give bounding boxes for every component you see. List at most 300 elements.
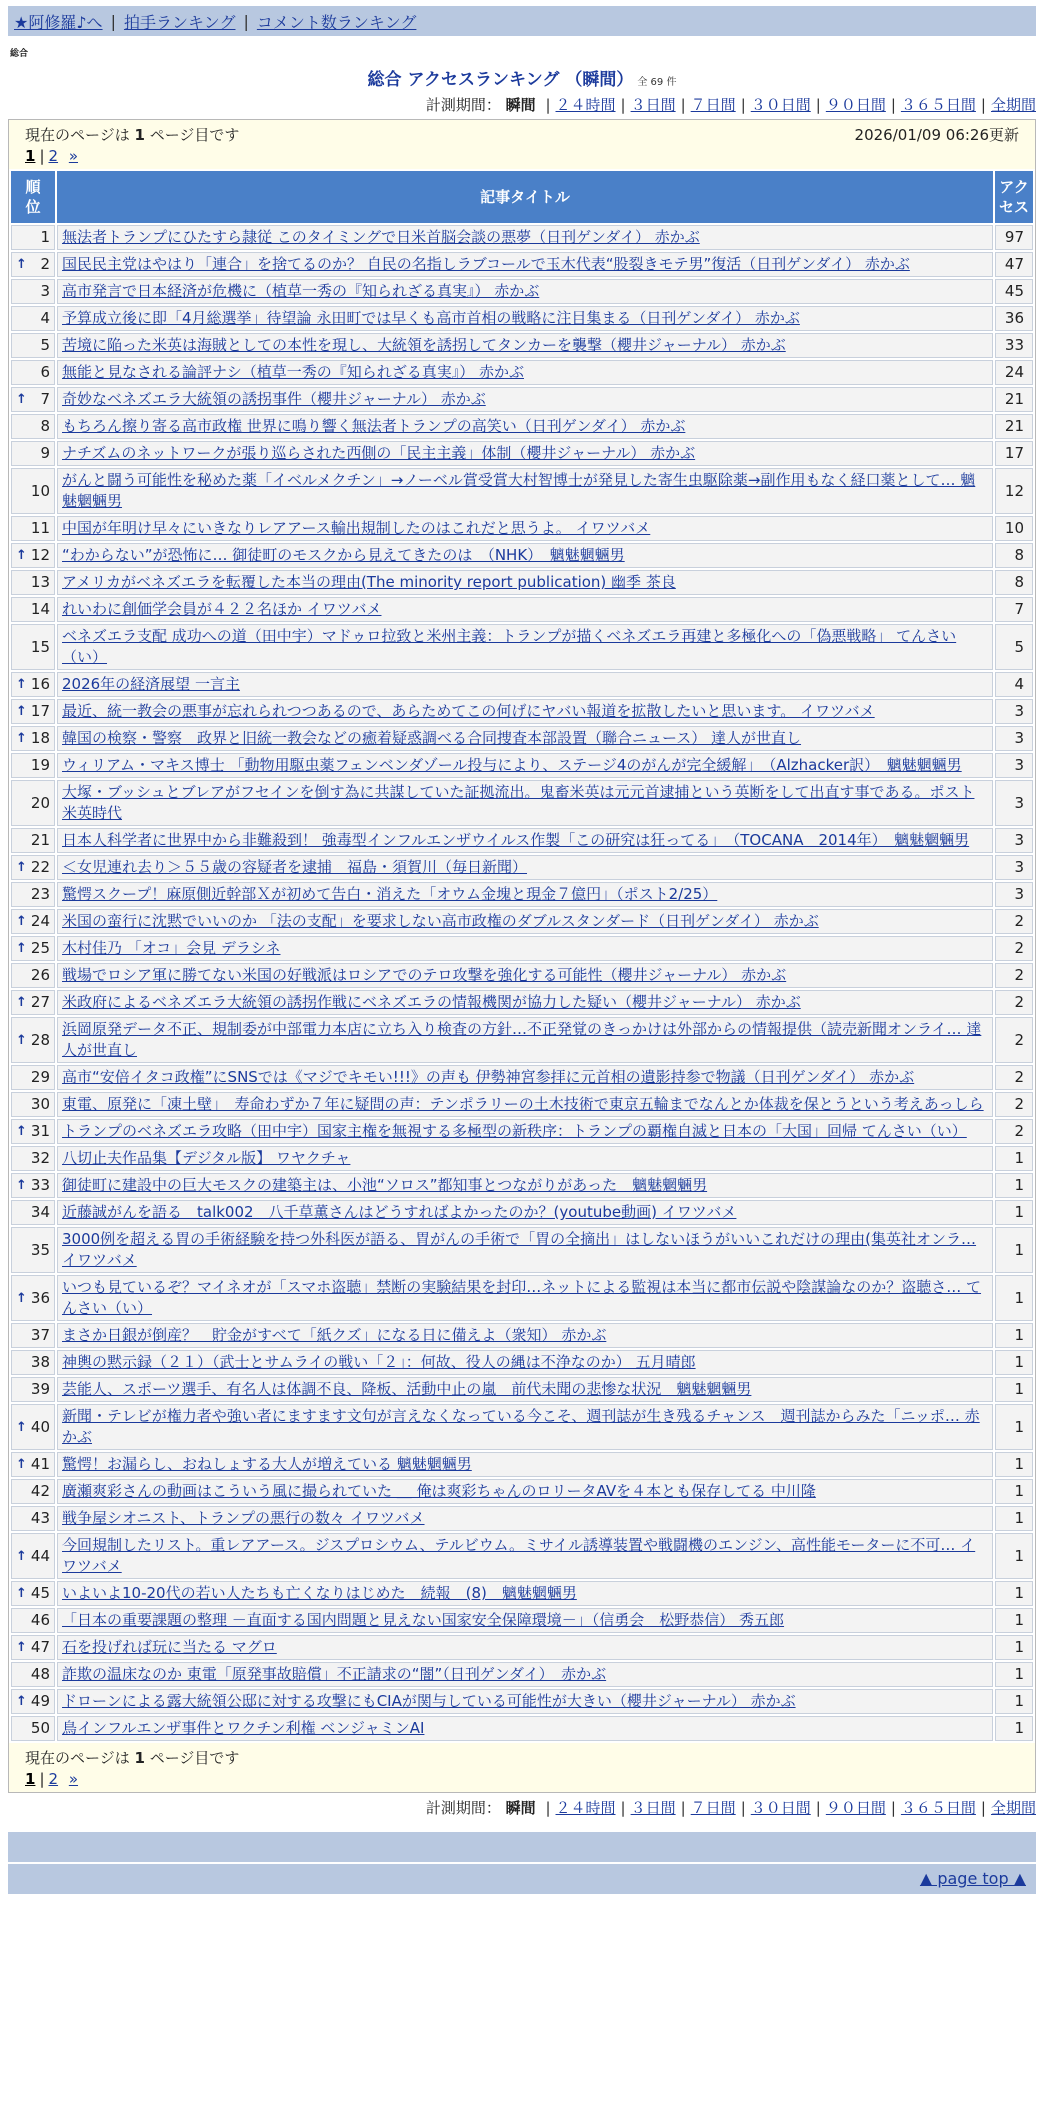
- page-title: 総合 アクセスランキング （瞬間）: [367, 70, 634, 90]
- table-row: [11, 1662, 1033, 1687]
- access-count: 3: [995, 699, 1033, 724]
- page-1-link[interactable]: 1: [25, 147, 36, 165]
- home-link[interactable]: ★阿修羅♪へ: [14, 12, 103, 32]
- article-title-link[interactable]: 国民民主党はやはり「連合」を捨てるのか？ 自民の名指しラブコールで玉木代表“股裂きモテ男”復活（日刊ゲンダイ） 赤かぶ: [62, 255, 910, 273]
- rank-cell: [11, 441, 55, 466]
- table-row: [11, 1200, 1033, 1225]
- rank-cell: [11, 468, 55, 514]
- current-page-text: 現在のページは 1 ページ目です: [25, 1749, 240, 1767]
- article-title-link[interactable]: ナチズムのネットワークが張り巡らされた西側の「民主主義」体制（櫻井ジャーナル） 赤かぶ: [62, 444, 696, 462]
- table-row: [11, 414, 1033, 439]
- rank-number: 29: [30, 1068, 50, 1086]
- article-title-link[interactable]: 大塚・ブッシュとブレアがフセインを倒す為に共謀していた証拠流出。鬼畜米英は元元首逮捕という英断をして出直す事である。ポスト米英時代: [62, 783, 975, 822]
- top-nav-bar: [8, 6, 1036, 36]
- title-cell: [57, 699, 993, 724]
- rank-up-arrow-icon: ↑: [16, 1457, 27, 1472]
- rank-number: 18: [30, 729, 50, 747]
- access-count: 17: [995, 441, 1033, 466]
- rank-cell: [11, 882, 55, 907]
- period-label: 計測期間：: [425, 96, 501, 114]
- access-count: 8: [995, 543, 1033, 568]
- table-row: [11, 597, 1033, 622]
- article-title-link[interactable]: 高市発言で日本経済が危機に（植草一秀の『知られざる真実』） 赤かぶ: [62, 282, 540, 300]
- access-count: 1: [995, 1350, 1033, 1375]
- article-title-link[interactable]: 御徒町に建設中の巨大モスクの建築主は、小池“ソロス”都知事とつながりがあった 魑魅魍魎男: [62, 1176, 708, 1194]
- comment-ranking-link[interactable]: コメント数ランキング: [256, 12, 417, 32]
- table-row: [11, 543, 1033, 568]
- total-count: 全 69 件: [637, 77, 677, 88]
- title-cell: [57, 1533, 993, 1579]
- rank-cell: [11, 753, 55, 778]
- rank-cell: [11, 1479, 55, 1504]
- page-2-link[interactable]: 2: [48, 147, 59, 165]
- article-title-link[interactable]: もちろん擦り寄る高市政権 世界に鳴り響く無法者トランプの高笑い（日刊ゲンダイ） 赤かぶ: [62, 417, 686, 435]
- title-cell: [57, 882, 993, 907]
- article-title-link[interactable]: 石を投げれば玩に当たる マグロ: [62, 1638, 277, 1656]
- rank-cell: [11, 597, 55, 622]
- article-title-link[interactable]: 3000例を超える胃の手術経験を持つ外科医が語る、胃がんの手術で「胃の全摘出」はしないほうがいいこれだけの理由(集英社オンラ… イワツバメ: [62, 1230, 977, 1269]
- table-row: [11, 1608, 1033, 1633]
- page-2-link[interactable]: 2: [48, 1770, 59, 1788]
- period-separator: |: [890, 96, 896, 114]
- table-row: [11, 1017, 1033, 1063]
- title-cell: [57, 414, 993, 439]
- title-cell: [57, 468, 993, 514]
- period-link[interactable]: ９０日間: [825, 1799, 886, 1817]
- title-cell: [57, 1350, 993, 1375]
- title-cell: [57, 828, 993, 853]
- table-row: [11, 1716, 1033, 1741]
- rank-number: 44: [30, 1546, 50, 1565]
- table-row: [11, 753, 1033, 778]
- table-row: [11, 1275, 1033, 1321]
- article-title-link[interactable]: 米国の蛮行に沈黙でいいのか 「法の支配」を要求しない高市政権のダブルスタンダード（日刊ゲンダイ） 赤かぶ: [62, 912, 819, 930]
- article-title-link[interactable]: 近藤誠がんを語る talk002 八千草薫さんはどうすればよかったのか？(youtube動画) イワツバメ: [62, 1203, 737, 1221]
- rank-cell: [11, 414, 55, 439]
- title-cell: [57, 1065, 993, 1090]
- access-count: 1: [995, 1533, 1033, 1579]
- rank-cell: [11, 1350, 55, 1375]
- title-cell: [57, 279, 993, 304]
- col-header-title: 記事タイトル: [57, 171, 993, 223]
- article-title-link[interactable]: 日本人科学者に世界中から非難殺到！ 強毒型インフルエンザウイルス作製「この研究は狂ってる」 （TOCANA 2014年） 魑魅魍魎男: [62, 831, 970, 849]
- title-cell: [57, 1716, 993, 1741]
- title-cell: [57, 1662, 993, 1687]
- title-cell: [57, 1227, 993, 1273]
- title-cell: [57, 1689, 993, 1714]
- access-count: 2: [995, 909, 1033, 934]
- rank-number: 32: [30, 1149, 50, 1167]
- article-title-link[interactable]: 神輿の黙示録（２１）（武士とサムライの戦い「２」：何故、役人の縄は不浄なのか） 五月晴郎: [62, 1353, 696, 1371]
- table-row: [11, 672, 1033, 697]
- page-1-link[interactable]: 1: [25, 1770, 36, 1788]
- table-row: [11, 1452, 1033, 1477]
- article-title-link[interactable]: 芸能人、スポーツ選手、有名人は体調不良、降板、活動中止の嵐 前代未聞の悲惨な状況 魑魅魍魎男: [62, 1380, 752, 1398]
- article-title-link[interactable]: 八切止夫作品集【デジタル版】 ワヤクチャ: [62, 1149, 351, 1167]
- article-title-link[interactable]: 詐欺の温床なのか 東電「原発事故賠償」不正請求の“闇”（日刊ゲンダイ） 赤かぶ: [62, 1665, 607, 1683]
- rank-number: 45: [30, 1584, 50, 1602]
- access-count: 8: [995, 570, 1033, 595]
- rank-cell: [11, 1662, 55, 1687]
- rank-up-arrow-icon: ↑: [16, 731, 27, 746]
- period-link[interactable]: ３６５日間: [900, 96, 976, 114]
- rank-number: 28: [30, 1030, 50, 1049]
- article-title-link[interactable]: 予算成立後に即「4月総選挙」待望論 永田町では早くも高市首相の戦略に注目集まる（日刊ゲンダイ） 赤かぶ: [62, 309, 800, 327]
- rank-cell: [11, 1608, 55, 1633]
- table-row: [11, 1173, 1033, 1198]
- access-count: 3: [995, 855, 1033, 880]
- table-row: [11, 387, 1033, 412]
- title-cell: [57, 1275, 993, 1321]
- rank-up-arrow-icon: ↑: [16, 1419, 27, 1435]
- table-row: [11, 333, 1033, 358]
- footer-bar: [8, 1832, 1036, 1862]
- table-row: [11, 990, 1033, 1015]
- rank-number: 15: [30, 637, 50, 656]
- rank-cell: [11, 828, 55, 853]
- col-header-access: アクセス: [995, 171, 1033, 223]
- rank-number: 43: [30, 1509, 50, 1527]
- table-row: [11, 468, 1033, 514]
- table-row: [11, 516, 1033, 541]
- period-link[interactable]: ７日間: [690, 96, 736, 114]
- table-row: [11, 1581, 1033, 1606]
- table-row: [11, 1506, 1033, 1531]
- col-header-rank: 順位: [11, 171, 55, 223]
- period-link[interactable]: 全期間: [990, 96, 1036, 114]
- period-link[interactable]: ３日間: [630, 1799, 676, 1817]
- rank-up-arrow-icon: ↑: [16, 1290, 27, 1306]
- title-cell: [57, 1581, 993, 1606]
- table-row: [11, 780, 1033, 826]
- period-link[interactable]: ７日間: [690, 1799, 736, 1817]
- table-header-row: [11, 171, 1033, 223]
- rank-number: 34: [30, 1203, 50, 1221]
- article-title-link[interactable]: 無法者トランプにひたすら隷従 このタイミングで日米首脳会談の悪夢（日刊ゲンダイ） 赤かぶ: [62, 228, 700, 246]
- article-title-link[interactable]: がんと闘う可能性を秘めた薬「イベルメクチン」→ノーベル賞受賞大村智博士が発見した寄生虫駆除薬→副作用もなく経口薬として… 魑魅魍魎男: [62, 471, 976, 510]
- title-cell: [57, 672, 993, 697]
- access-count: 3: [995, 828, 1033, 853]
- article-title-link[interactable]: ウィリアム・マキス博士 「動物用駆虫薬フェンベンダゾール投与により、ステージ4のがんが完全緩解」 （Alzhacker訳） 魑魅魍魎男: [62, 756, 962, 774]
- article-title-link[interactable]: いよいよ10-20代の若い人たちも亡くなりはじめた 続報 (8) 魑魅魍魎男: [62, 1584, 577, 1602]
- article-title-link[interactable]: 新聞・テレビが権力者や強い者にますます文句が言えなくなっている今こそ、週刊誌が生き残るチャンス 週刊誌からみた「ニッポ… 赤かぶ: [62, 1407, 980, 1446]
- table-row: [11, 855, 1033, 880]
- rank-up-arrow-icon: ↑: [16, 995, 27, 1010]
- period-links: [540, 96, 1036, 114]
- period-separator: |: [620, 1799, 626, 1817]
- rank-number: 5: [40, 336, 50, 354]
- access-count: 12: [995, 468, 1033, 514]
- rank-number: 31: [30, 1122, 50, 1140]
- rank-up-arrow-icon: ↑: [16, 1032, 27, 1048]
- article-title-link[interactable]: トランプのベネズエラ攻略（田中宇）国家主権を無視する多極型の新秩序：トランプの覇権自滅と日本の「大国」回帰 てんさい（い）: [62, 1122, 967, 1140]
- rank-number: 10: [30, 481, 50, 500]
- article-title-link[interactable]: いつも見ているぞ？マイネオが「スマホ盗聴」禁断の実験結果を封印…ネットによる監視は本当に都市伝説や陰謀論なのか？盗聴さ… てんさい（い）: [62, 1278, 982, 1317]
- rank-number: 40: [30, 1417, 50, 1436]
- nav-separator: |: [243, 11, 249, 31]
- rank-cell: [11, 1146, 55, 1171]
- access-count: 1: [995, 1227, 1033, 1273]
- rank-cell: [11, 1119, 55, 1144]
- rank-cell: [11, 780, 55, 826]
- title-cell: [57, 1017, 993, 1063]
- period-link[interactable]: ９０日間: [825, 96, 886, 114]
- access-count: 21: [995, 387, 1033, 412]
- rank-number: 19: [30, 756, 50, 774]
- rank-number: 8: [40, 417, 50, 435]
- access-count: 1: [995, 1452, 1033, 1477]
- rank-cell: [11, 306, 55, 331]
- pager-bottom: [9, 1743, 1035, 1792]
- period-separator: |: [980, 1799, 986, 1817]
- title-cell: [57, 333, 993, 358]
- access-count: 1: [995, 1581, 1033, 1606]
- table-row: [11, 279, 1033, 304]
- table-row: [11, 1533, 1033, 1579]
- rank-up-arrow-icon: ↑: [16, 860, 27, 875]
- period-link[interactable]: ３６５日間: [900, 1799, 976, 1817]
- rank-cell: [11, 360, 55, 385]
- table-row: [11, 1323, 1033, 1348]
- access-count: 1: [995, 1404, 1033, 1450]
- access-count: 1: [995, 1275, 1033, 1321]
- rank-number: 4: [40, 309, 50, 327]
- article-title-link[interactable]: 戦場でロシア軍に勝てない米国の好戦派はロシアでのテロ攻撃を強化する可能性（櫻井ジャーナル） 赤かぶ: [62, 966, 787, 984]
- rank-number: 22: [30, 858, 50, 876]
- period-separator: |: [815, 1799, 821, 1817]
- rank-cell: [11, 909, 55, 934]
- title-cell: [57, 1608, 993, 1633]
- rank-cell: [11, 1689, 55, 1714]
- next-page-link[interactable]: »: [68, 147, 79, 165]
- rank-up-arrow-icon: ↑: [16, 1124, 27, 1139]
- rank-up-arrow-icon: ↑: [16, 1586, 27, 1601]
- rank-number: 48: [30, 1665, 50, 1683]
- article-title-link[interactable]: 木村佳乃 「オコ」会見 デラシネ: [62, 939, 281, 957]
- rank-number: 36: [30, 1288, 50, 1307]
- rank-number: 6: [40, 363, 50, 381]
- access-count: 1: [995, 1200, 1033, 1225]
- table-row: [11, 1404, 1033, 1450]
- rank-up-arrow-icon: ↑: [16, 704, 27, 719]
- title-cell: [57, 855, 993, 880]
- access-count: 3: [995, 753, 1033, 778]
- access-count: 2: [995, 1119, 1033, 1144]
- article-title-link[interactable]: 無能と見なされる論評ナシ（植草一秀の『知られざる真実』） 赤かぶ: [62, 363, 524, 381]
- article-title-link[interactable]: “わからない”が恐怖に… 御徒町のモスクから見えてきたのは （NHK） 魑魅魍魎男: [62, 546, 625, 564]
- title-cell: [57, 1404, 993, 1450]
- rank-cell: [11, 1452, 55, 1477]
- rank-up-arrow-icon: ↑: [16, 941, 27, 956]
- page-top-link[interactable]: ▲ page top ▲: [919, 1869, 1026, 1888]
- access-count: 36: [995, 306, 1033, 331]
- article-title-link[interactable]: 韓国の検察・警察 政界と旧統一教会などの癒着疑惑調べる合同捜査本部設置（聯合ニュース） 達人が世直し: [62, 729, 802, 747]
- rank-up-arrow-icon: ↑: [16, 548, 27, 563]
- table-row: [11, 1119, 1033, 1144]
- rank-cell: [11, 1227, 55, 1273]
- table-row: [11, 882, 1033, 907]
- rank-number: 33: [30, 1176, 50, 1194]
- title-cell: [57, 1092, 993, 1117]
- title-cell: [57, 387, 993, 412]
- rank-cell: [11, 516, 55, 541]
- period-current: 瞬間: [505, 1799, 536, 1817]
- access-count: 1: [995, 1608, 1033, 1633]
- access-count: 10: [995, 516, 1033, 541]
- access-count: 1: [995, 1689, 1033, 1714]
- title-cell: [57, 570, 993, 595]
- title-cell: [57, 990, 993, 1015]
- rank-cell: [11, 279, 55, 304]
- table-row: [11, 570, 1033, 595]
- table-row: [11, 1377, 1033, 1402]
- rank-number: 27: [30, 993, 50, 1011]
- article-title-link[interactable]: れいわに創価学会員が４２２名ほか イワツバメ: [62, 600, 382, 618]
- title-cell: [57, 1146, 993, 1171]
- article-title-link[interactable]: 苦境に陥った米英は海賊としての本性を現し、大統領を誘拐してタンカーを襲撃（櫻井ジャーナル） 赤かぶ: [62, 336, 786, 354]
- rank-cell: [11, 1377, 55, 1402]
- access-count: 1: [995, 1635, 1033, 1660]
- title-cell: [57, 1173, 993, 1198]
- access-count: 24: [995, 360, 1033, 385]
- period-separator: |: [545, 1799, 551, 1817]
- title-cell: [57, 1452, 993, 1477]
- access-count: 33: [995, 333, 1033, 358]
- table-row: [11, 624, 1033, 670]
- rank-number: 14: [30, 600, 50, 618]
- page-top-bar: [8, 1864, 1036, 1894]
- article-title-link[interactable]: 驚愕！お漏らし、おねしょする大人が増えている 魑魅魍魎男: [62, 1455, 472, 1473]
- rank-number: 17: [30, 702, 50, 720]
- article-title-link[interactable]: 戦争屋シオニスト、トランプの悪行の数々 イワツバメ: [62, 1509, 425, 1527]
- rank-number: 38: [30, 1353, 50, 1371]
- article-title-link[interactable]: 米政府によるベネズエラ大統領の誘拐作戦にベネズエラの情報機関が協力した疑い（櫻井ジャーナル） 赤かぶ: [62, 993, 801, 1011]
- table-row: [11, 225, 1033, 250]
- current-page-text: 現在のページは 1 ページ目です: [25, 126, 240, 144]
- table-row: [11, 963, 1033, 988]
- rank-number: 25: [30, 939, 50, 957]
- period-link[interactable]: ３日間: [630, 96, 676, 114]
- access-count: 47: [995, 252, 1033, 277]
- applause-ranking-link[interactable]: 拍手ランキング: [123, 12, 236, 32]
- rank-up-arrow-icon: ↑: [16, 1640, 27, 1655]
- article-title-link[interactable]: 驚愕スクープ！麻原側近幹部Ｘが初めて告白・消えた「オウム金塊と現金７億円」（ポスト2/25）: [62, 885, 718, 903]
- table-row: [11, 699, 1033, 724]
- rank-cell: [11, 1200, 55, 1225]
- article-title-link[interactable]: 高市“安倍イタコ政権”にSNSでは《マジでキモい!!!》の声も 伊勢神宮参拝に元首相の遺影持参で物議（日刊ゲンダイ） 赤かぶ: [62, 1068, 915, 1086]
- rank-up-arrow-icon: ↑: [16, 1548, 27, 1564]
- article-title-link[interactable]: 「日本の重要課題の整理 －直面する国内問題と見えない国家安全保障環境－」（信勇会 松野恭信） 秀五郎: [62, 1611, 785, 1629]
- title-cell: [57, 597, 993, 622]
- period-link[interactable]: ２４時間: [555, 1799, 616, 1817]
- table-row: [11, 1146, 1033, 1171]
- table-row: [11, 1689, 1033, 1714]
- article-title-link[interactable]: 浜岡原発データ不正、規制委が中部電力本店に立ち入り検査の方針…不正発覚のきっかけは外部からの情報提供（読売新聞オンライ… 達人が世直し: [62, 1020, 982, 1059]
- article-title-link[interactable]: ドローンによる露大統領公邸に対する攻撃にもCIAが関与している可能性が大きい（櫻井ジャーナル） 赤かぶ: [62, 1692, 796, 1710]
- access-count: 1: [995, 1173, 1033, 1198]
- article-title-link[interactable]: 東電、原発に「凍土壁」 寿命わずか７年に疑問の声：テンポラリーの土木技術で東京五輪までなんとか体裁を保とうという考えあっしら: [62, 1095, 984, 1113]
- article-title-link[interactable]: ベネズエラ支配 成功への道（田中宇）マドゥロ拉致と米州主義：トランプが描くベネズエラ再建と多極化への「偽悪戦略」 てんさい（い）: [62, 627, 957, 666]
- access-count: 2: [995, 936, 1033, 961]
- period-separator: |: [620, 96, 626, 114]
- nav-separator: |: [110, 11, 116, 31]
- access-count: 5: [995, 624, 1033, 670]
- table-row: [11, 1227, 1033, 1273]
- period-separator: |: [740, 96, 746, 114]
- table-row: [11, 1635, 1033, 1660]
- pager-links: 1 | 2 »: [25, 1770, 79, 1788]
- title-cell: [57, 252, 993, 277]
- period-link[interactable]: ３０日間: [750, 96, 811, 114]
- article-title-link[interactable]: まさか日銀が倒産？ 貯金がすべて「紙クズ」になる日に備えよ（衆知） 赤かぶ: [62, 1326, 607, 1344]
- rank-cell: [11, 855, 55, 880]
- article-title-link[interactable]: 中国が年明け早々にいきなりレアアース輸出規制したのはこれだと思うよ。 イワツバメ: [62, 519, 651, 537]
- rank-cell: [11, 570, 55, 595]
- article-title-link[interactable]: ＜女児連れ去り＞５５歳の容疑者を逮捕 福島・須賀川（毎日新聞）: [62, 858, 528, 876]
- rank-number: 11: [30, 519, 50, 537]
- rank-number: 21: [30, 831, 50, 849]
- article-title-link[interactable]: 奇妙なベネズエラ大統領の誘拐事件（櫻井ジャーナル） 赤かぶ: [62, 390, 486, 408]
- access-count: 21: [995, 414, 1033, 439]
- table-row: [11, 909, 1033, 934]
- title-cell: [57, 1200, 993, 1225]
- period-link[interactable]: 全期間: [990, 1799, 1036, 1817]
- access-count: 2: [995, 1092, 1033, 1117]
- table-row: [11, 726, 1033, 751]
- rank-cell: [11, 1533, 55, 1579]
- rank-cell: [11, 1275, 55, 1321]
- access-count: 1: [995, 1506, 1033, 1531]
- rank-cell: [11, 624, 55, 670]
- rank-up-arrow-icon: ↑: [16, 1694, 27, 1709]
- article-title-link[interactable]: 鳥インフルエンザ事件とワクチン利権 ベンジャミンAI: [62, 1719, 425, 1737]
- title-cell: [57, 441, 993, 466]
- pager-top: [9, 120, 1035, 169]
- rank-cell: [11, 1581, 55, 1606]
- access-count: 1: [995, 1716, 1033, 1741]
- rank-number: 12: [30, 546, 50, 564]
- access-count: 4: [995, 672, 1033, 697]
- rank-number: 37: [30, 1326, 50, 1344]
- page-title-row: [8, 65, 1036, 90]
- access-count: 1: [995, 1479, 1033, 1504]
- article-title-link[interactable]: 2026年の経済展望 一言主: [62, 675, 240, 693]
- next-page-link[interactable]: »: [68, 1770, 79, 1788]
- rank-number: 2: [40, 255, 50, 273]
- title-cell: [57, 780, 993, 826]
- article-title-link[interactable]: 今回規制したリスト。重レアアース。ジスプロシウム、テルビウム。ミサイル誘導装置や戦闘機のエンジン、高性能モーターに不可… イワツバメ: [62, 1536, 976, 1575]
- title-cell: [57, 1119, 993, 1144]
- article-title-link[interactable]: 最近、統一教会の悪事が忘れられつつあるので、あらためてこの何げにヤバい報道を拡散したいと思います。 イワツバメ: [62, 702, 875, 720]
- rank-number: 7: [40, 390, 50, 408]
- access-count: 45: [995, 279, 1033, 304]
- rank-cell: [11, 1017, 55, 1063]
- period-separator: |: [680, 1799, 686, 1817]
- table-row: [11, 1092, 1033, 1117]
- title-cell: [57, 1323, 993, 1348]
- table-row: [11, 360, 1033, 385]
- rank-number: 13: [30, 573, 50, 591]
- article-title-link[interactable]: 廣瀬爽彩さんの動画はこういう風に撮られていた ＿ 俺は爽彩ちゃんのロリータAVを４本とも保存してる 中川隆: [62, 1482, 816, 1500]
- period-link[interactable]: ３０日間: [750, 1799, 811, 1817]
- title-cell: [57, 753, 993, 778]
- period-selector-bottom: [8, 1797, 1036, 1818]
- period-link[interactable]: ２４時間: [555, 96, 616, 114]
- access-count: 2: [995, 963, 1033, 988]
- article-title-link[interactable]: アメリカがベネズエラを転覆した本当の理由(The minority report publication) 幽季 茶良: [62, 573, 676, 591]
- pager-links: 1 | 2 »: [25, 147, 79, 165]
- access-count: 1: [995, 1146, 1033, 1171]
